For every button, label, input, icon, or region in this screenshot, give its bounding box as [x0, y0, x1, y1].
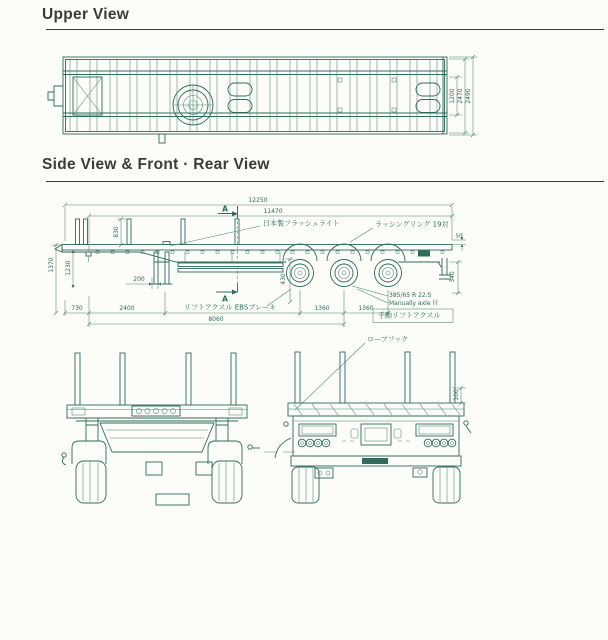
- label-tire-size: 385/65 R 22.5: [389, 292, 432, 299]
- dim-axle-spacing-2: 1360: [358, 305, 374, 312]
- label-rope-hook: ロープフック: [367, 335, 409, 344]
- dim-front-overhang: 730: [71, 305, 83, 312]
- dim-front-height: 1370: [48, 257, 55, 273]
- rear-badge: [362, 458, 388, 464]
- dim-rear-step: 50: [455, 233, 463, 240]
- side-view-dimension-lines: [52, 203, 466, 452]
- section-title-side-view: Side View & Front · Rear View: [42, 156, 270, 173]
- dim-upper-overall-width: 2490: [465, 88, 472, 104]
- dim-landing-offset: 200: [133, 276, 145, 283]
- brand-badge: [418, 251, 430, 257]
- front-view-drawing: [62, 353, 260, 505]
- dim-stake-inset: 100: [453, 389, 460, 401]
- section-marker-a-bottom: A: [222, 294, 228, 304]
- upper-view-drawing: [48, 57, 447, 143]
- dim-upper-mid-width: 2470: [457, 88, 464, 104]
- dim-deck-length: 11470: [263, 208, 283, 215]
- dim-axle-clearance: 430: [280, 273, 287, 285]
- label-manual-axle: Manually axle 付: [389, 300, 439, 307]
- dim-axle-spacing-1: 1360: [314, 305, 330, 312]
- section-marker-a-top: A: [222, 204, 228, 214]
- dim-bumper-height: 340: [449, 271, 456, 283]
- dim-deck-bottom-height: 1230: [65, 260, 72, 276]
- dim-wheelbase: 8060: [208, 316, 224, 323]
- label-manual-lift-axle: 手動リフトアクスル: [378, 311, 441, 320]
- rear-view-drawing: [275, 352, 471, 503]
- dim-kingpin-to-landing: 2400: [119, 305, 135, 312]
- label-lift-axle: リフトアクスル EBSブレーキ: [184, 303, 277, 312]
- section-title-upper-view: Upper View: [42, 6, 130, 23]
- dim-stake-height: 830: [113, 226, 120, 238]
- dim-overall-length: 12250: [248, 197, 268, 204]
- label-flash-light: 日本製フラッシュライト: [263, 219, 340, 228]
- dim-upper-inner-width: 1200: [449, 88, 456, 104]
- label-lashing-rings: ラッシングリング 19対: [375, 220, 449, 229]
